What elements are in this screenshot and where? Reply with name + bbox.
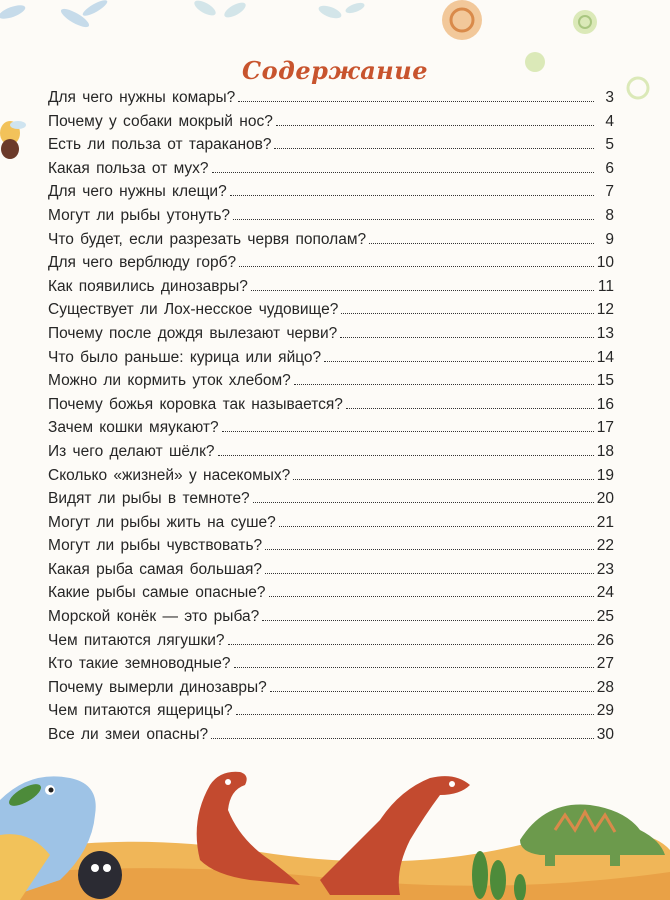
toc-entry-title: Могут ли рыбы утонуть? [48,206,231,224]
toc-leader-dots [293,478,594,480]
toc-page-number: 7 [605,183,614,201]
toc-leader-dots [228,643,594,645]
toc-entry-title: Для чего верблюду горб? [48,254,237,272]
toc-leader-dots [346,407,594,409]
toc-page-number: 17 [596,419,614,437]
toc-entry-title: Видят ли рыбы в темноте? [48,490,250,508]
toc-page-number: 22 [596,537,614,555]
toc-entry-title: Сколько «жизней» у насекомых? [48,466,291,484]
toc-entry-title: Есть ли польза от тараканов? [48,136,272,154]
toc-page-number: 24 [596,584,614,602]
toc-entry [48,89,614,113]
toc-entry-title: Почему у собаки мокрый нос? [48,112,273,130]
toc-leader-dots [211,737,594,739]
toc-leader-dots [238,100,594,102]
toc-page-number: 18 [596,442,614,460]
toc-entry-title: Можно ли кормить уток хлебом? [48,372,291,390]
toc-leader-dots [234,666,594,668]
toc-entry-title: Могут ли рыбы жить на суше? [48,513,276,531]
toc-page-number: 20 [596,490,614,508]
toc-page-number: 8 [605,206,614,224]
toc-page-number: 30 [596,726,614,744]
toc-leader-dots [269,595,594,597]
toc-entry-title: Что было раньше: курица или яйцо? [48,348,322,366]
toc-entry [48,726,614,750]
dinosaur-illustration [0,760,670,900]
toc-entry-title: Могут ли рыбы чувствовать? [48,537,263,555]
toc-leader-dots [270,690,594,692]
toc-page-number: 3 [605,89,614,106]
toc-entry [48,278,614,302]
toc-entry [48,349,614,373]
toc-entry [48,183,614,207]
toc-entry [48,702,614,726]
toc-entry [48,514,614,538]
bee-icon [0,115,30,165]
toc-page-number: 5 [605,136,614,154]
toc-page-number: 28 [596,678,614,696]
toc-entry [48,113,614,137]
toc-leader-dots [340,336,594,338]
black-creature-icon [78,851,122,899]
toc-entry-title: Для чего нужны комары? [48,89,236,106]
toc-entry [48,467,614,491]
toc-entry [48,419,614,443]
toc-page-number: 4 [605,112,614,130]
toc-entry [48,490,614,514]
toc-entry-title: Морской конёк — это рыба? [48,608,260,626]
toc-page-number: 26 [596,631,614,649]
leaf-icon [192,0,366,21]
toc-entry-title: Для чего нужны клещи? [48,183,227,201]
dragonfly-icon [0,0,109,30]
toc-leader-dots [218,454,595,456]
toc-entry [48,160,614,184]
toc-leader-dots [294,383,594,385]
toc-leader-dots [274,147,594,149]
toc-entry [48,231,614,255]
toc-entry [48,632,614,656]
toc-entry-title: Из чего делают шёлк? [48,442,215,460]
toc-page-number: 25 [596,608,614,626]
toc-entry-title: Чем питаются лягушки? [48,631,225,649]
toc-entry [48,679,614,703]
table-of-contents [48,89,614,750]
toc-leader-dots [265,572,594,574]
toc-page-number: 29 [596,702,614,720]
toc-leader-dots [236,713,594,715]
toc-leader-dots [265,548,594,550]
toc-leader-dots [230,194,594,196]
toc-entry [48,372,614,396]
toc-page-number: 27 [596,655,614,673]
toc-leader-dots [341,312,594,314]
toc-entry-title: Существует ли Лох-несское чудовище? [48,301,339,319]
toc-leader-dots [212,171,594,173]
toc-entry [48,537,614,561]
toc-entry-title: Какая польза от мух? [48,159,209,177]
toc-entry-title: Кто такие земноводные? [48,655,231,673]
toc-entry [48,207,614,231]
toc-leader-dots [233,218,594,220]
toc-entry [48,396,614,420]
toc-page-number: 10 [596,254,614,272]
toc-leader-dots [253,501,594,503]
toc-page-number: 21 [596,513,614,531]
toc-page-number: 9 [605,230,614,248]
toc-entry [48,325,614,349]
toc-entry-title: Почему божья коровка так называется? [48,395,343,413]
toc-entry [48,608,614,632]
toc-entry-title: Чем питаются ящерицы? [48,702,233,720]
toc-leader-dots [262,619,594,621]
toc-entry-title: Какие рыбы самые опасные? [48,584,266,602]
toc-entry [48,301,614,325]
toc-leader-dots [276,124,594,126]
toc-entry [48,561,614,585]
toc-entry [48,136,614,160]
toc-entry-title: Все ли змеи опасны? [48,726,209,744]
toc-entry-title: Почему после дождя вылезают черви? [48,324,338,342]
toc-entry-title: Какая рыба самая большая? [48,560,262,578]
toc-entry [48,584,614,608]
toc-leader-dots [279,525,594,527]
toc-leader-dots [324,360,594,362]
toc-page-number: 23 [596,560,614,578]
toc-entry-title: Почему вымерли динозавры? [48,678,267,696]
toc-entry-title: Что будет, если разрезать червя пополам? [48,230,367,248]
toc-entry-title: Зачем кошки мяукают? [48,419,219,437]
toc-page-number: 16 [596,395,614,413]
toc-leader-dots [369,242,594,244]
page-title: Содержание [242,56,428,86]
toc-page-number: 12 [596,301,614,319]
toc-leader-dots [251,289,594,291]
toc-page-number: 11 [597,277,614,295]
toc-page-number: 19 [596,466,614,484]
toc-entry [48,254,614,278]
toc-leader-dots [222,430,594,432]
toc-page-number: 13 [596,324,614,342]
toc-page-number: 14 [596,348,614,366]
toc-page-number: 15 [596,372,614,390]
toc-page-number: 6 [605,159,614,177]
toc-entry-title: Как появились динозавры? [48,277,248,295]
toc-entry [48,443,614,467]
toc-entry [48,655,614,679]
toc-leader-dots [239,265,594,267]
